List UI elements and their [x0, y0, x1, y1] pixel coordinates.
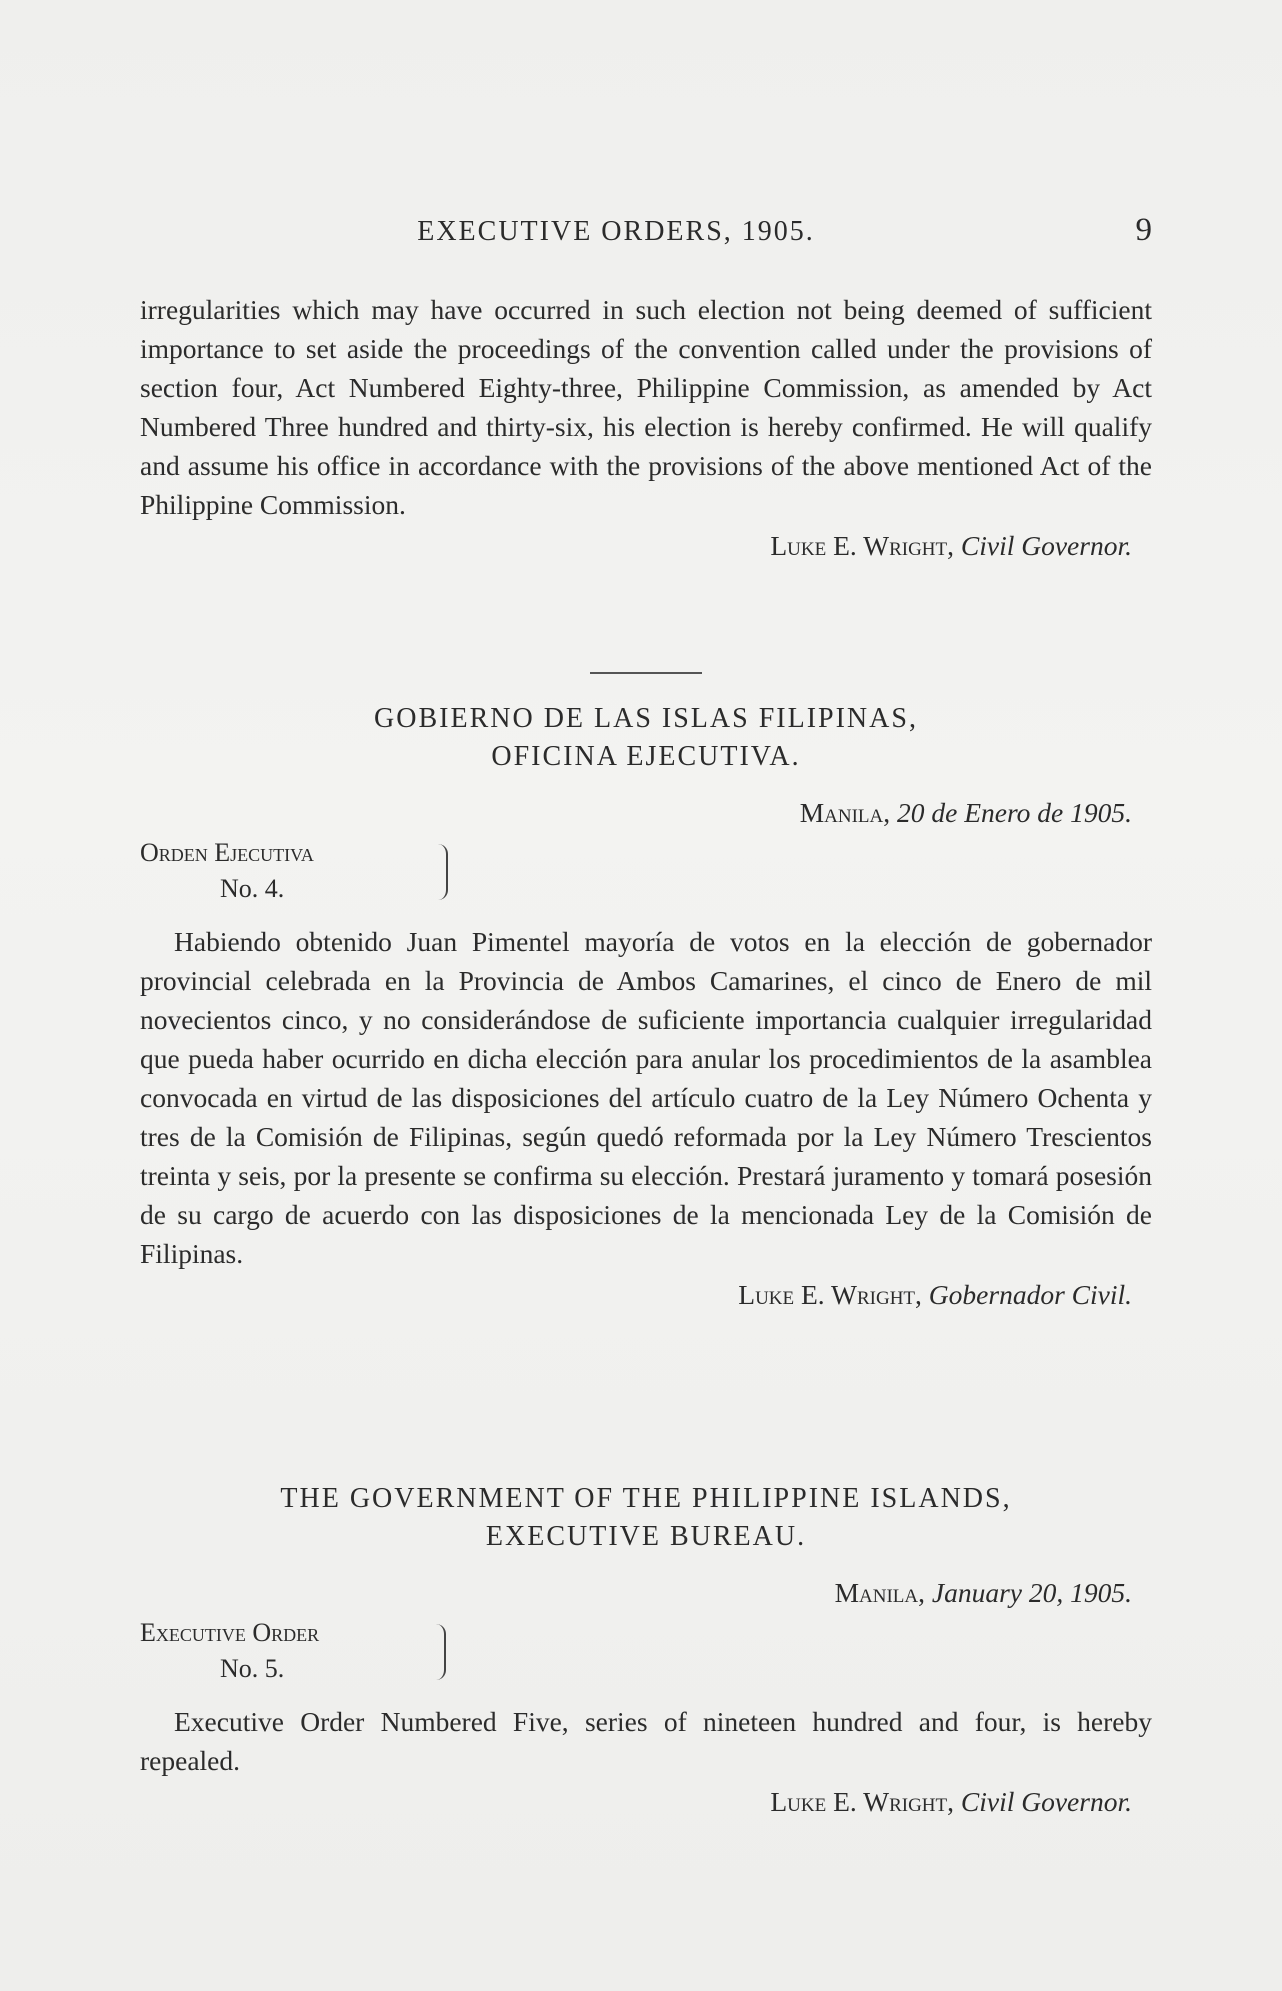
order-4-paragraph: Habiendo obtenido Juan Pimentel mayoría de votos en la elección de gobernador provincial celebrada en la Provincia de Ambos Camarines, el cinco de Enero de mil novecientos cinco, y no considerándose de suficiente importancia cualquier irregularidad que pueda haber ocurrido en dicha elección para anular los procedimientos de la asamblea convocada en virtud de las disposiciones del artículo cuatro de la Ley Número Ochenta y tres de la Comisión de Filipinas, según quedó reformada por la Ley Número Trescientos treinta y seis, por la presente se confirma su elección. Prestará juramento y tomará posesión de su cargo de acuerdo con las disposiciones de la mencionada Ley de la Comisión de Filipinas. — [140, 926, 1152, 1269]
dateline-place: Manila — [834, 1577, 919, 1608]
signature-name: Luke E. Wright — [738, 1279, 916, 1310]
order-4-signature: Luke E. Wright, Gobernador Civil. — [738, 1279, 1132, 1310]
order-label-line1: Orden Ejecutiva — [140, 838, 314, 867]
order-5-signature: Luke E. Wright, Civil Governor. — [770, 1786, 1132, 1817]
brace-mark — [430, 1624, 446, 1680]
order-4-dateline: Manila, 20 de Enero de 1905. — [799, 797, 1132, 828]
page-header — [140, 212, 1152, 252]
signature-name: Luke E. Wright — [770, 530, 948, 561]
order-4-label — [140, 836, 1152, 910]
order-4-heading-line1: GOBIERNO DE LAS ISLAS FILIPINAS, — [374, 703, 918, 734]
brace-mark — [432, 844, 448, 900]
order-4-section — [140, 700, 1152, 1314]
signature-title: Gobernador Civil. — [928, 1279, 1132, 1310]
order-label-line2: No. 4. — [220, 874, 285, 903]
signature-name: Luke E. Wright — [770, 1786, 948, 1817]
order-label-line2: No. 5. — [220, 1654, 285, 1683]
order-5-paragraph: Executive Order Numbered Five, series of nineteen hundred and four, is hereby repealed. — [140, 1706, 1152, 1776]
order-4-heading-line2: OFICINA EJECUTIVA. — [491, 741, 801, 772]
continuation-section — [140, 290, 1152, 565]
order-5-label — [140, 1616, 1152, 1690]
page-number: 9 — [1135, 212, 1152, 248]
continuation-signature: Luke E. Wright, Civil Governor. — [770, 530, 1132, 561]
divider-rule — [590, 672, 702, 674]
running-head: EXECUTIVE ORDERS, 1905. — [417, 216, 815, 247]
dateline-date: January 20, 1905. — [931, 1577, 1132, 1608]
continuation-paragraph: irregularities which may have occurred in such election not being deemed of sufficient importance to set aside the proceedings of the convention called under the provisions of section four, Act Numbered Eighty-three, Philippine Commission, as amended by Act Numbered Three hundred and thirty-six, his election is hereby confirmed. He will qualify and assume his office in accordance with the provisions of the above mentioned Act of the Philippine Commission. — [140, 294, 1152, 520]
dateline-date: 20 de Enero de 1905. — [897, 797, 1132, 828]
order-5-heading-line2: EXECUTIVE BUREAU. — [485, 1521, 807, 1552]
order-label-line1: Executive Order — [140, 1618, 320, 1647]
order-5-section — [140, 1480, 1152, 1821]
order-5-heading-line1: THE GOVERNMENT OF THE PHILIPPINE ISLANDS, — [280, 1483, 1012, 1514]
signature-title: Civil Governor. — [960, 530, 1132, 561]
section-divider — [140, 672, 1152, 674]
signature-title: Civil Governor. — [960, 1786, 1132, 1817]
order-5-dateline: Manila, January 20, 1905. — [834, 1577, 1132, 1608]
dateline-place: Manila — [799, 797, 884, 828]
